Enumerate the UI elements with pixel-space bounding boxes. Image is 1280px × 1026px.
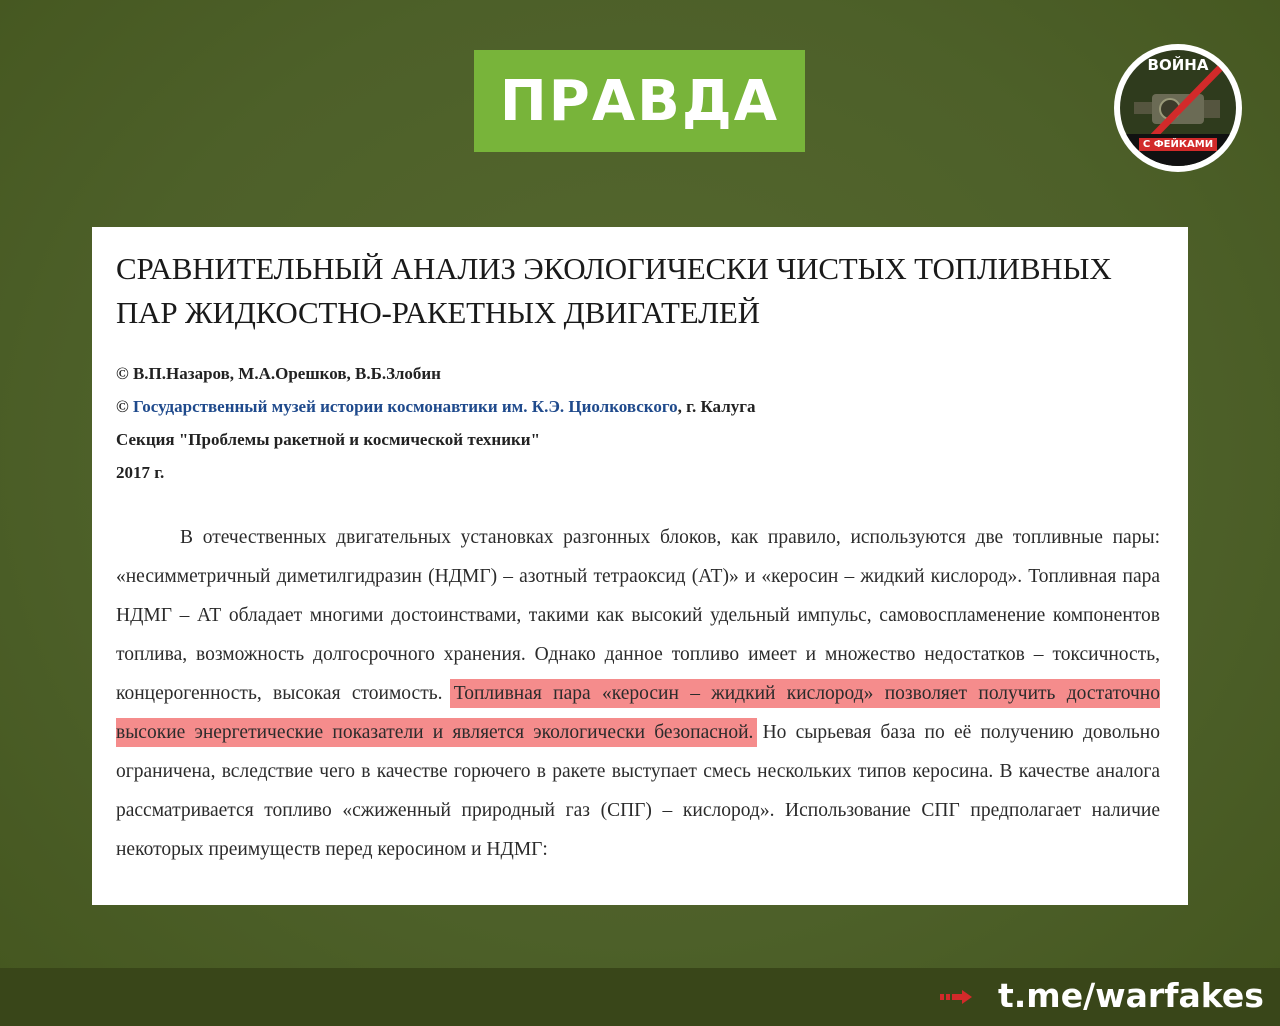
org-prefix: ©: [116, 397, 133, 416]
telegram-link[interactable]: t.me/warfakes: [998, 976, 1264, 1015]
arrow-right-icon: [940, 990, 972, 1004]
body-text-before: В отечественных двигательных установках разгонных блоков, как правило, используются две топливные пары: «несимметричный диметилгидразин (НДМГ) – азотный тетраоксид (АТ)» и «керосин – жидкий кислород». Топливная пара НДМГ – АТ обладает многими достоинствами, такими как высокий удельный импульс, самовоспламенение компонентов топлива, возможность долгосрочного хранения. Однако данное топливо имеет и множество недостатков – токсичность, концерогенность, высокая стоимость.: [116, 527, 1160, 704]
section-line: Секция "Проблемы ракетной и космической техники": [116, 430, 541, 449]
pravda-badge: ПРАВДА: [474, 50, 805, 152]
highlighted-quote: Топливная пара «керосин – жидкий кислород» позволяет получить достаточно высокие энергетические показатели и является экологически безопасной.: [116, 683, 1160, 743]
year-line: 2017 г.: [116, 463, 165, 482]
article-body: [116, 518, 1160, 869]
org-city: , г. Калуга: [677, 397, 756, 416]
body-text-after: Но сырьевая база по её получению довольно ограничена, вследствие чего в качестве горючего в ракете выступает смесь нескольких типов керосина. В качестве аналога рассматривается топливо «сжиженный природный газ (СПГ) – кислород». Использование СПГ предполагает наличие некоторых преимуществ перед керосином и НДМГ:: [116, 722, 1160, 860]
footer-bar: [0, 968, 1280, 1026]
logo-bottom-text: С ФЕЙКАМИ: [1139, 138, 1217, 151]
organization-line: [116, 390, 1160, 423]
article-card: [92, 227, 1188, 905]
logo-bottom-band: [1120, 134, 1236, 166]
article-meta: [116, 357, 1160, 489]
logo-top-text: ВОЙНА: [1147, 56, 1209, 74]
war-on-fakes-logo: [1114, 44, 1242, 172]
authors-line: © В.П.Назаров, М.А.Орешков, В.Б.Злобин: [116, 364, 441, 383]
article-title: СРАВНИТЕЛЬНЫЙ АНАЛИЗ ЭКОЛОГИЧЕСКИ ЧИСТЫХ ТОПЛИВНЫХ ПАР ЖИДКОСТНО-РАКЕТНЫХ ДВИГАТЕЛЕЙ: [116, 251, 1112, 330]
organization-link[interactable]: Государственный музей истории космонавтики им. К.Э. Циолковского: [132, 397, 678, 416]
